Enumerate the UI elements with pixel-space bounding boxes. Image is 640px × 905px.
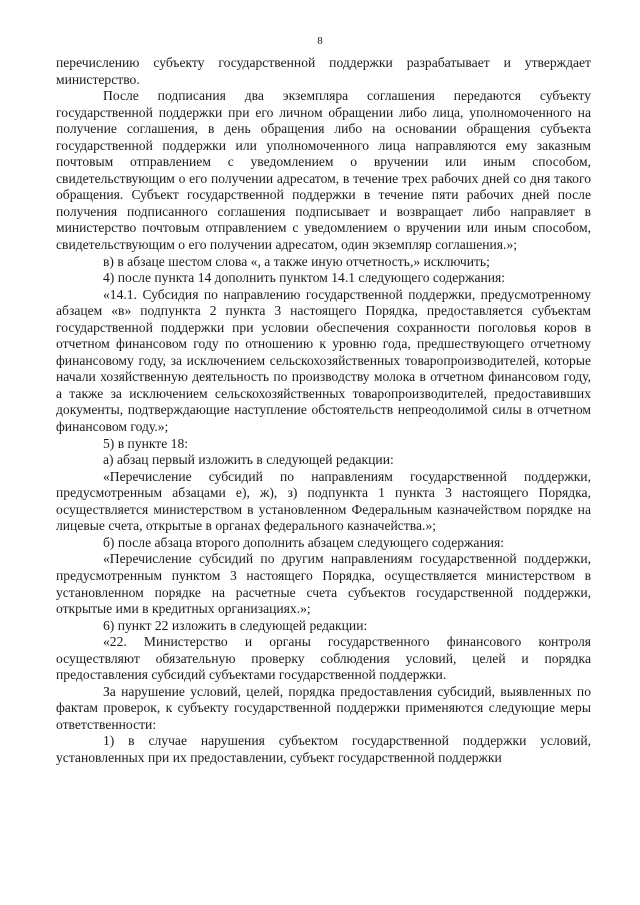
document-body bbox=[56, 55, 591, 767]
paragraph: «Перечисление субсидий по другим направлениям государственной поддержки, предусмотренным пунктом 3 настоящего Порядка, осуществляется министерством в установленном порядке на расчетные счета субъектов государственной поддержки, открытые ими в кредитных организациях.»; bbox=[56, 551, 591, 617]
paragraph: б) после абзаца второго дополнить абзацем следующего содержания: bbox=[103, 534, 505, 550]
paragraph: перечислению субъекту государственной поддержки разрабатывает и утверждает министерство. bbox=[56, 55, 591, 87]
paragraph: После подписания два экземпляра соглашения передаются субъекту государственной поддержки при его личном обращении либо лица, уполномоченного на получение соглашения, в день обращения либо на основании обращения субъекта государственной поддержки или уполномоченного лица направляются ему заказным почтовым отправлением с уведомлением о вручении или иным способом, свидетельствующим о его получении адресатом, в течение трех рабочих дней со дня такого обращения. Субъект государственной поддержки в течение пяти рабочих дней после получения подписанного соглашения подписывает и возвращает либо направляет в министерство почтовым отправлением с уведомлением о вручении или иным способом, свидетельствующим о его получении адресатом, один экземпляр соглашения.»; bbox=[56, 88, 591, 253]
paragraph: 6) пункт 22 изложить в следующей редакции: bbox=[103, 617, 368, 633]
paragraph: «14.1. Субсидия по направлению государственной поддержки, предусмотренному абзацем «в» подпункта 2 пункта 3 настоящего Порядка, предоставляется субъектам государственной поддержки при условии обеспечения сохранности поголовья коров в отчетном финансовом году по отношению к уровню года, предшествующего отчетному финансовому году, за исключением сельскохозяйственных товаропроизводителей, которые начали хозяйственную деятельность по производству молока в отчетном финансовом году, а также за исключением сельскохозяйственных товаропроизводителей, предоставивших документы, подтверждающие наступление обстоятельств непреодолимой силы в отчетном финансовом году.»; bbox=[56, 286, 591, 435]
paragraph: в) в абзаце шестом слова «, а также иную отчетность,» исключить; bbox=[103, 253, 490, 269]
paragraph: «22. Министерство и органы государственного финансового контроля осуществляют обязательную проверку соблюдения условий, целей и порядка предоставления субсидий субъектами государственной поддержки. bbox=[56, 634, 591, 683]
paragraph: За нарушение условий, целей, порядка предоставления субсидий, выявленных по фактам проверок, к субъекту государственной поддержки применяются следующие меры ответственности: bbox=[56, 683, 591, 732]
paragraph: 4) после пункта 14 дополнить пунктом 14.1 следующего содержания: bbox=[103, 270, 506, 286]
page-number: 8 bbox=[317, 35, 323, 47]
paragraph: 1) в случае нарушения субъектом государственной поддержки условий, установленных при их предоставлении, субъект государственной поддержки bbox=[56, 733, 591, 765]
paragraph: «Перечисление субсидий по направлениям государственной поддержки, предусмотренным абзацами е), ж), з) подпункта 1 пункта 3 настоящего Порядка, осуществляется министерством в установленном Федеральным казначейством порядке на лицевые счета, открытые в органах федерального казначейства.»; bbox=[56, 468, 591, 534]
paragraph: а) абзац первый изложить в следующей редакции: bbox=[103, 452, 394, 468]
paragraph: 5) в пункте 18: bbox=[103, 435, 189, 451]
